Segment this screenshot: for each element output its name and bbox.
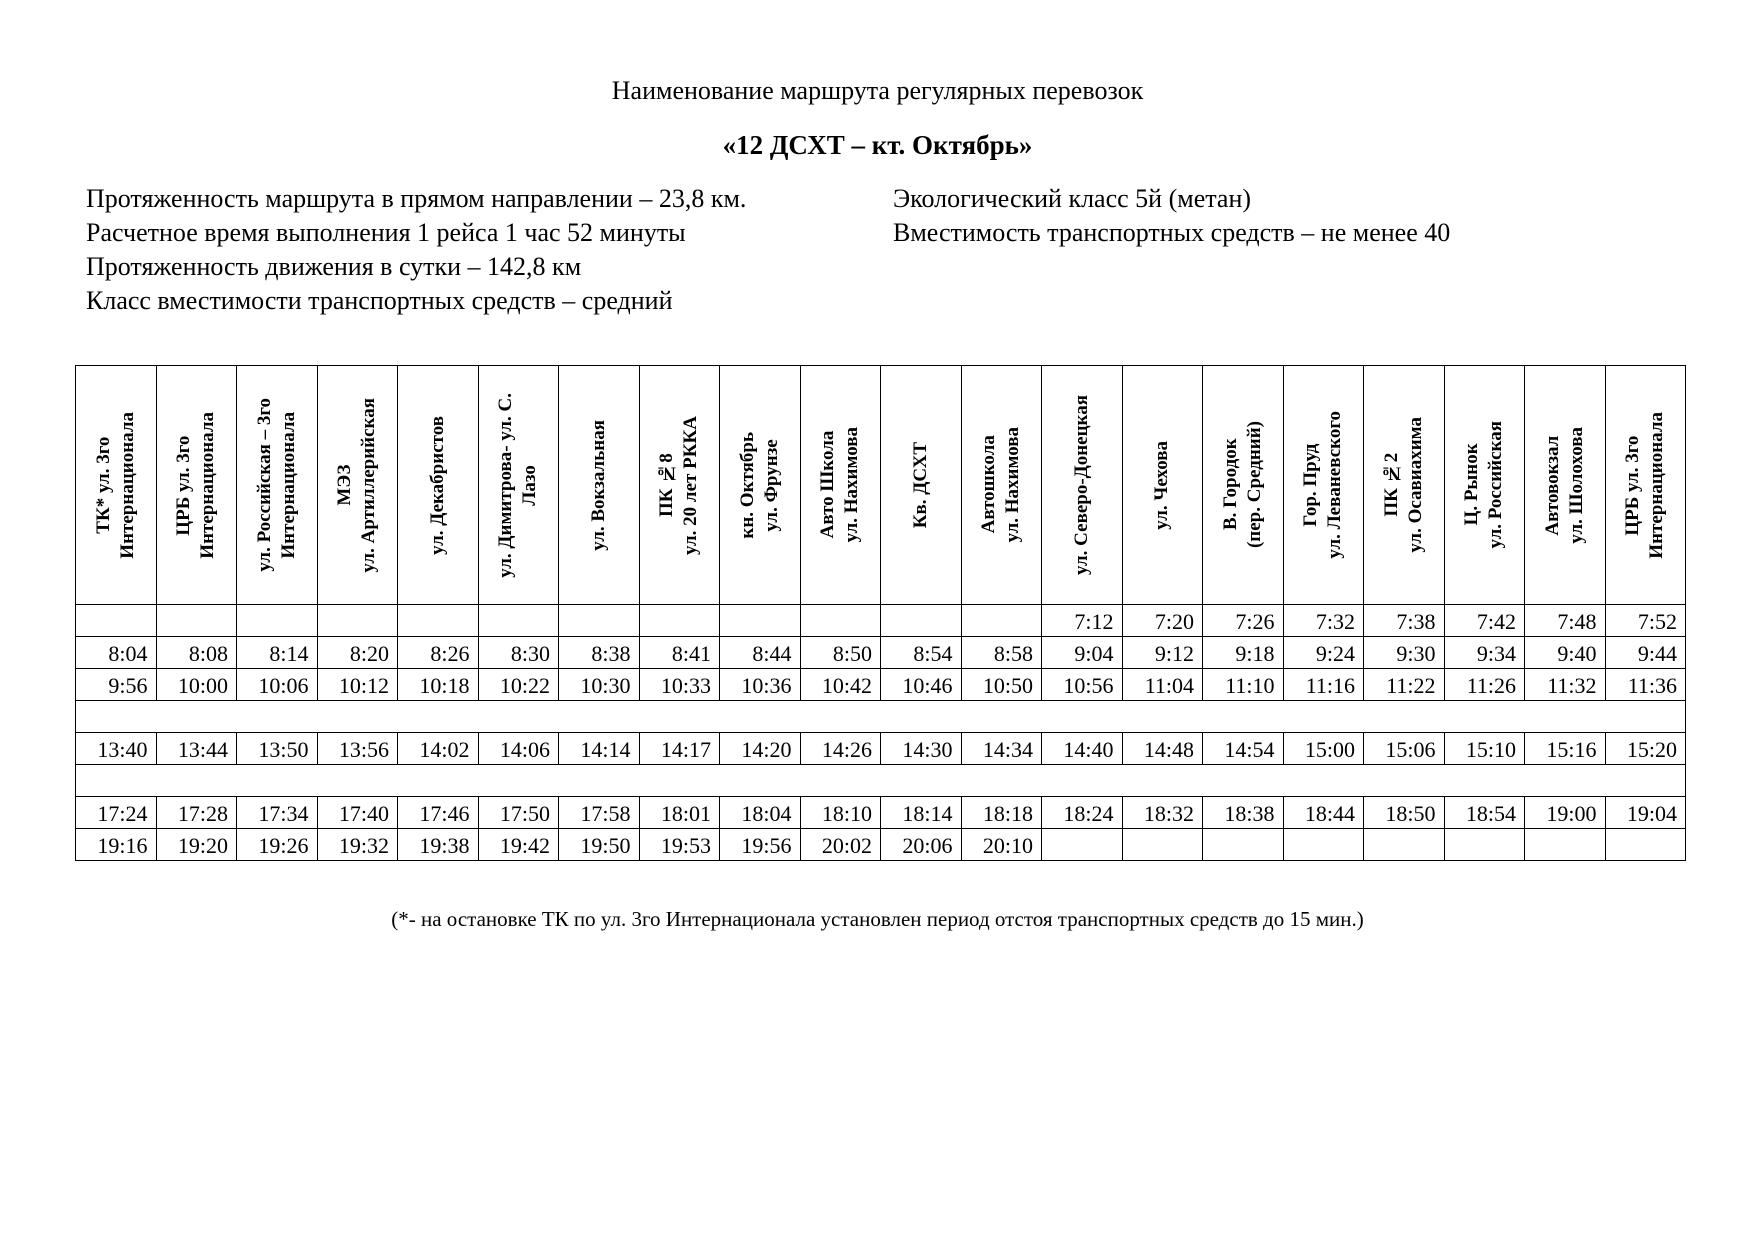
time-cell	[961, 605, 1042, 637]
time-cell: 14:26	[800, 733, 881, 765]
time-cell: 18:10	[800, 797, 881, 829]
stop-name: ул. Декабристов	[426, 415, 448, 555]
stop-header	[237, 366, 318, 605]
time-cell: 20:02	[800, 829, 881, 861]
time-cell: 14:06	[478, 733, 559, 765]
time-cell: 18:14	[881, 797, 962, 829]
stop-header	[1364, 366, 1445, 605]
stop-header	[1042, 366, 1123, 605]
time-cell: 11:36	[1605, 669, 1686, 701]
time-cell: 10:50	[961, 669, 1042, 701]
time-cell: 9:34	[1444, 637, 1525, 669]
stop-header	[1283, 366, 1364, 605]
stop-name: ул. Вокзальная	[587, 419, 609, 551]
time-cell: 13:44	[156, 733, 237, 765]
stop-name: МЭЗ ул. Артиллерийская	[334, 397, 380, 573]
stop-name: Кв. ДСХТ	[909, 441, 931, 529]
time-cell: 9:24	[1283, 637, 1364, 669]
time-cell: 11:16	[1283, 669, 1364, 701]
time-cell: 13:40	[76, 733, 157, 765]
time-cell: 17:46	[398, 797, 479, 829]
time-cell: 14:54	[1203, 733, 1284, 765]
time-cell: 18:04	[720, 797, 801, 829]
time-cell: 18:44	[1283, 797, 1364, 829]
stop-header	[1203, 366, 1284, 605]
time-cell	[76, 605, 157, 637]
time-cell: 20:06	[881, 829, 962, 861]
stop-name: Автошкола ул. Нахимова	[978, 427, 1024, 543]
stop-header	[639, 366, 720, 605]
time-cell: 14:17	[639, 733, 720, 765]
time-cell	[720, 605, 801, 637]
time-cell: 13:56	[317, 733, 398, 765]
time-cell: 8:04	[76, 637, 157, 669]
stop-header	[961, 366, 1042, 605]
time-cell: 7:48	[1525, 605, 1606, 637]
time-cell: 8:08	[156, 637, 237, 669]
time-cell	[1444, 829, 1525, 861]
time-cell: 9:56	[76, 669, 157, 701]
time-cell: 14:34	[961, 733, 1042, 765]
time-cell: 19:42	[478, 829, 559, 861]
trip-row	[76, 637, 1686, 669]
time-cell: 9:40	[1525, 637, 1606, 669]
time-cell: 7:38	[1364, 605, 1445, 637]
time-cell	[156, 605, 237, 637]
stop-header	[1444, 366, 1525, 605]
time-cell: 10:06	[237, 669, 318, 701]
time-cell: 18:01	[639, 797, 720, 829]
stops-header-row	[76, 366, 1686, 605]
stop-header	[398, 366, 479, 605]
break-row	[76, 701, 1686, 733]
time-cell: 19:56	[720, 829, 801, 861]
route-info-left	[86, 182, 746, 318]
stop-name: ЦРБ ул. 3го Интернационала	[173, 411, 219, 559]
time-cell: 8:54	[881, 637, 962, 669]
time-cell: 7:42	[1444, 605, 1525, 637]
time-cell	[317, 605, 398, 637]
break-cell	[76, 765, 1686, 797]
time-cell: 7:26	[1203, 605, 1284, 637]
time-cell: 8:41	[639, 637, 720, 669]
time-cell: 18:38	[1203, 797, 1284, 829]
time-cell: 8:58	[961, 637, 1042, 669]
stop-name: ул. Северо-Донецкая	[1070, 395, 1092, 575]
trip-row	[76, 829, 1686, 861]
route-length: Протяженность маршрута в прямом направлении – 23,8 км.	[86, 184, 747, 213]
time-cell: 10:18	[398, 669, 479, 701]
stop-name: Гор. Пруд ул. Леваневского	[1300, 411, 1346, 559]
time-cell: 9:44	[1605, 637, 1686, 669]
page-title: Наименование маршрута регулярных перевозок	[611, 76, 1144, 105]
time-cell: 19:38	[398, 829, 479, 861]
time-cell: 8:38	[559, 637, 640, 669]
time-cell: 14:48	[1122, 733, 1203, 765]
time-cell	[398, 605, 479, 637]
time-cell: 11:22	[1364, 669, 1445, 701]
time-cell: 13:50	[237, 733, 318, 765]
stop-header	[881, 366, 962, 605]
stop-header	[1122, 366, 1203, 605]
time-cell: 19:04	[1605, 797, 1686, 829]
time-cell: 11:04	[1122, 669, 1203, 701]
time-cell: 7:20	[1122, 605, 1203, 637]
stop-header	[559, 366, 640, 605]
time-cell: 15:16	[1525, 733, 1606, 765]
time-cell: 19:26	[237, 829, 318, 861]
stop-name: Ц. Рынок ул. Российская	[1461, 421, 1507, 549]
trip-row	[76, 605, 1686, 637]
time-cell	[639, 605, 720, 637]
time-cell: 11:32	[1525, 669, 1606, 701]
time-cell	[559, 605, 640, 637]
time-cell: 10:30	[559, 669, 640, 701]
stop-name: кн. Октябрь ул. Фрунзе	[736, 431, 782, 539]
route-info-right	[893, 182, 1450, 250]
time-cell: 15:06	[1364, 733, 1445, 765]
schedule-body	[76, 605, 1686, 861]
stop-name: Авто Школа ул. Нахимова	[817, 427, 863, 543]
time-cell: 10:46	[881, 669, 962, 701]
time-cell: 17:28	[156, 797, 237, 829]
time-cell: 8:50	[800, 637, 881, 669]
trip-time: Расчетное время выполнения 1 рейса 1 час 52 минуты	[86, 218, 686, 247]
stop-name: В. Городок (пер. Средний)	[1219, 421, 1265, 549]
route-name: «12 ДСХТ – кт. Октябрь»	[722, 130, 1033, 160]
stop-name: ПК №8 ул. 20 лет РККА	[656, 415, 702, 555]
vehicle-capacity: Вместимость транспортных средств – не менее 40	[893, 218, 1451, 247]
time-cell: 7:32	[1283, 605, 1364, 637]
time-cell: 10:22	[478, 669, 559, 701]
trip-row	[76, 733, 1686, 765]
time-cell	[1525, 829, 1606, 861]
stop-header	[1605, 366, 1686, 605]
time-cell: 14:14	[559, 733, 640, 765]
stop-name: Автовокзал ул. Шолохова	[1541, 426, 1587, 544]
time-cell: 17:50	[478, 797, 559, 829]
time-cell: 15:20	[1605, 733, 1686, 765]
daily-length: Протяженность движения в сутки – 142,8 км	[86, 252, 582, 281]
time-cell: 14:40	[1042, 733, 1123, 765]
time-cell: 10:00	[156, 669, 237, 701]
time-cell: 8:20	[317, 637, 398, 669]
time-cell: 14:02	[398, 733, 479, 765]
time-cell: 8:44	[720, 637, 801, 669]
time-cell	[478, 605, 559, 637]
time-cell	[1203, 829, 1284, 861]
time-cell: 19:32	[317, 829, 398, 861]
break-row	[76, 765, 1686, 797]
stop-name: ул. Димитрова- ул. С. Лазо	[495, 392, 541, 578]
stop-header	[1525, 366, 1606, 605]
time-cell: 9:12	[1122, 637, 1203, 669]
time-cell: 10:12	[317, 669, 398, 701]
trip-row	[76, 797, 1686, 829]
time-cell: 18:50	[1364, 797, 1445, 829]
trip-row	[76, 669, 1686, 701]
time-cell: 8:30	[478, 637, 559, 669]
time-cell: 19:53	[639, 829, 720, 861]
time-cell: 10:33	[639, 669, 720, 701]
time-cell: 7:52	[1605, 605, 1686, 637]
time-cell: 19:00	[1525, 797, 1606, 829]
time-cell: 11:26	[1444, 669, 1525, 701]
time-cell	[1122, 829, 1203, 861]
stop-name: ул. Чехова	[1151, 440, 1173, 530]
time-cell: 18:32	[1122, 797, 1203, 829]
stop-header	[800, 366, 881, 605]
time-cell: 10:42	[800, 669, 881, 701]
time-cell: 10:56	[1042, 669, 1123, 701]
time-cell: 15:10	[1444, 733, 1525, 765]
time-cell	[1042, 829, 1123, 861]
time-cell: 19:50	[559, 829, 640, 861]
time-cell: 9:30	[1364, 637, 1445, 669]
stop-header	[76, 366, 157, 605]
time-cell	[881, 605, 962, 637]
time-cell: 14:30	[881, 733, 962, 765]
stop-header	[317, 366, 398, 605]
capacity-class: Класс вместимости транспортных средств – средний	[86, 286, 673, 315]
stop-name: ПК №2 ул. Осавиахима	[1380, 417, 1426, 553]
stop-name: ТК* ул. 3го Интернационала	[92, 411, 138, 559]
stop-header	[478, 366, 559, 605]
time-cell: 9:18	[1203, 637, 1284, 669]
time-cell	[800, 605, 881, 637]
stop-header	[720, 366, 801, 605]
time-cell: 19:16	[76, 829, 157, 861]
time-cell: 20:10	[961, 829, 1042, 861]
time-cell: 7:12	[1042, 605, 1123, 637]
time-cell: 19:20	[156, 829, 237, 861]
time-cell: 8:14	[237, 637, 318, 669]
time-cell: 15:00	[1283, 733, 1364, 765]
time-cell: 14:20	[720, 733, 801, 765]
time-cell: 17:40	[317, 797, 398, 829]
eco-class: Экологический класс 5й (метан)	[893, 184, 1252, 213]
schedule-table	[75, 365, 1686, 861]
time-cell: 10:36	[720, 669, 801, 701]
time-cell	[1605, 829, 1686, 861]
footnote: (*- на остановке ТК по ул. 3го Интернационала установлен период отстоя транспортных средств до 15 мин.)	[391, 907, 1364, 931]
time-cell: 11:10	[1203, 669, 1284, 701]
time-cell: 17:34	[237, 797, 318, 829]
time-cell	[1283, 829, 1364, 861]
time-cell: 18:54	[1444, 797, 1525, 829]
time-cell: 9:04	[1042, 637, 1123, 669]
time-cell: 18:24	[1042, 797, 1123, 829]
time-cell: 17:24	[76, 797, 157, 829]
stop-name: ЦРБ ул. 3го Интернационала	[1622, 411, 1668, 559]
stop-name: ул. Российская – 3го Интернационала	[253, 398, 299, 572]
break-cell	[76, 701, 1686, 733]
time-cell: 8:26	[398, 637, 479, 669]
time-cell	[1364, 829, 1445, 861]
stop-header	[156, 366, 237, 605]
time-cell: 17:58	[559, 797, 640, 829]
time-cell	[237, 605, 318, 637]
time-cell: 18:18	[961, 797, 1042, 829]
